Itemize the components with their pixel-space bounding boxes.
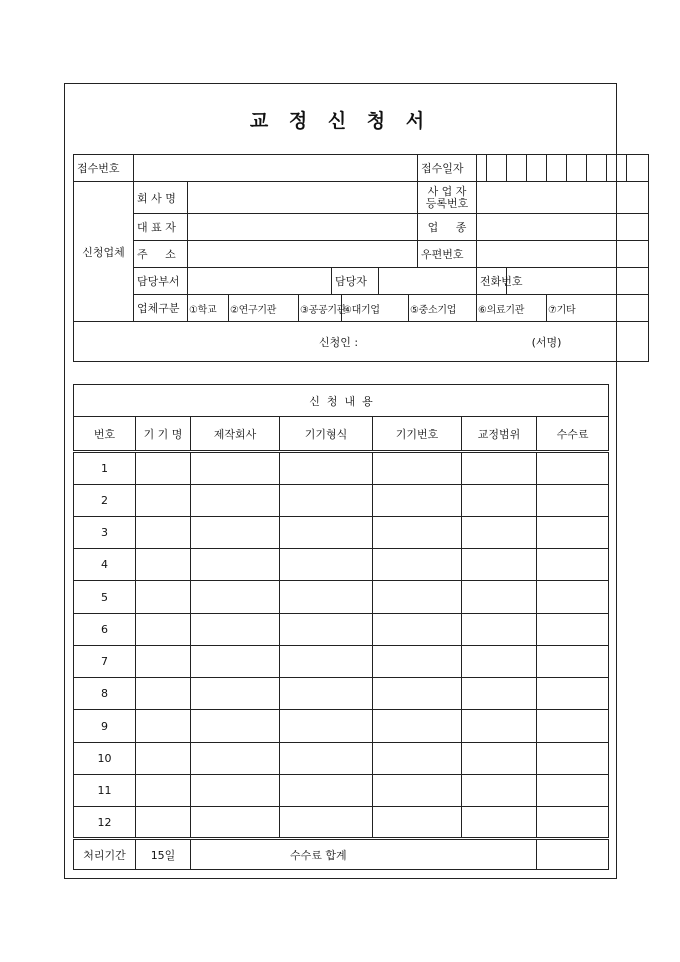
device-name-cell[interactable] xyxy=(136,581,191,614)
reception-date-box[interactable] xyxy=(607,155,627,182)
model-cell[interactable] xyxy=(280,646,373,678)
table-row xyxy=(74,614,609,646)
range-cell[interactable] xyxy=(462,614,537,646)
department-field[interactable] xyxy=(188,268,332,295)
serial-cell[interactable] xyxy=(373,678,462,710)
device-name-cell[interactable] xyxy=(136,452,191,485)
serial-cell[interactable] xyxy=(373,646,462,678)
fee-cell[interactable] xyxy=(537,646,609,678)
processing-period-label: 처리기간 xyxy=(74,839,136,870)
fee-cell[interactable] xyxy=(537,807,609,839)
device-name-cell[interactable] xyxy=(136,517,191,549)
manufacturer-cell[interactable] xyxy=(191,549,280,581)
serial-cell[interactable] xyxy=(373,452,462,485)
row-number: 9 xyxy=(74,710,136,743)
applicant-signature-row xyxy=(74,322,649,362)
range-cell[interactable] xyxy=(462,646,537,678)
fee-total-field[interactable] xyxy=(537,839,609,870)
model-cell[interactable] xyxy=(280,807,373,839)
row-number: 12 xyxy=(74,807,136,839)
reception-no-field[interactable] xyxy=(134,155,418,182)
reception-date-box[interactable] xyxy=(627,155,649,182)
request-section-title: 신 청 내 용 xyxy=(74,385,609,417)
row-number: 8 xyxy=(74,678,136,710)
table-row xyxy=(74,710,609,743)
device-name-cell[interactable] xyxy=(136,549,191,581)
table-row xyxy=(74,549,609,581)
header-serial: 기기번호 xyxy=(373,417,462,452)
row-number: 7 xyxy=(74,646,136,678)
address-label: 주 소 xyxy=(134,241,188,268)
model-cell[interactable] xyxy=(280,614,373,646)
form-title: 교 정 신 청 서 xyxy=(249,110,432,132)
range-cell[interactable] xyxy=(462,581,537,614)
fee-cell[interactable] xyxy=(537,581,609,614)
device-name-cell[interactable] xyxy=(136,614,191,646)
reception-date-box[interactable] xyxy=(527,155,547,182)
model-cell[interactable] xyxy=(280,452,373,485)
table-row xyxy=(74,743,609,775)
business-type-field[interactable] xyxy=(477,214,649,241)
device-name-cell[interactable] xyxy=(136,678,191,710)
range-cell[interactable] xyxy=(462,452,537,485)
model-cell[interactable] xyxy=(280,743,373,775)
applicant-label: 신청인 : xyxy=(319,335,359,349)
header-no: 번호 xyxy=(74,417,136,452)
reception-date-box[interactable] xyxy=(487,155,507,182)
representative-label: 대 표 자 xyxy=(134,214,188,241)
row-number: 6 xyxy=(74,614,136,646)
business-reg-label-line2: 등록번호 xyxy=(425,196,469,210)
device-name-cell[interactable] xyxy=(136,807,191,839)
serial-cell[interactable] xyxy=(373,743,462,775)
row-number: 2 xyxy=(74,485,136,517)
fee-cell[interactable] xyxy=(537,743,609,775)
representative-field[interactable] xyxy=(188,214,418,241)
applicant-group-label: 신청업체 xyxy=(74,182,134,322)
address-field[interactable] xyxy=(188,241,418,268)
range-cell[interactable] xyxy=(462,485,537,517)
model-cell[interactable] xyxy=(280,549,373,581)
device-name-cell[interactable] xyxy=(136,485,191,517)
manufacturer-cell[interactable] xyxy=(191,807,280,839)
manufacturer-cell[interactable] xyxy=(191,452,280,485)
device-name-cell[interactable] xyxy=(136,710,191,743)
manufacturer-cell[interactable] xyxy=(191,710,280,743)
signature-label: (서명) xyxy=(531,335,562,349)
manufacturer-cell[interactable] xyxy=(191,517,280,549)
device-name-cell[interactable] xyxy=(136,646,191,678)
row-number: 11 xyxy=(74,775,136,807)
category-option[interactable]: ②연구기관 xyxy=(229,295,299,322)
fee-cell[interactable] xyxy=(537,614,609,646)
reception-date-box[interactable] xyxy=(567,155,587,182)
business-type-label: 업 종 xyxy=(418,214,477,241)
fee-cell[interactable] xyxy=(537,710,609,743)
serial-cell[interactable] xyxy=(373,614,462,646)
postal-code-label: 우편번호 xyxy=(418,241,477,268)
business-reg-label xyxy=(418,182,477,214)
company-name-field[interactable] xyxy=(188,182,418,214)
manufacturer-cell[interactable] xyxy=(191,646,280,678)
phone-label: 전화번호 xyxy=(477,268,507,295)
fee-cell[interactable] xyxy=(537,549,609,581)
device-name-cell[interactable] xyxy=(136,775,191,807)
table-row xyxy=(74,452,609,485)
model-cell[interactable] xyxy=(280,775,373,807)
row-number: 5 xyxy=(74,581,136,614)
fee-cell[interactable] xyxy=(537,485,609,517)
fee-cell[interactable] xyxy=(537,775,609,807)
header-range: 교정범위 xyxy=(462,417,537,452)
header-manufacturer: 제작회사 xyxy=(191,417,280,452)
serial-cell[interactable] xyxy=(373,549,462,581)
manufacturer-cell[interactable] xyxy=(191,485,280,517)
table-row xyxy=(74,646,609,678)
serial-cell[interactable] xyxy=(373,710,462,743)
range-cell[interactable] xyxy=(462,807,537,839)
device-name-cell[interactable] xyxy=(136,743,191,775)
range-cell[interactable] xyxy=(462,678,537,710)
fee-cell[interactable] xyxy=(537,517,609,549)
category-option[interactable]: ⑦기타 xyxy=(547,295,649,322)
table-row xyxy=(74,581,609,614)
row-number: 10 xyxy=(74,743,136,775)
manufacturer-cell[interactable] xyxy=(191,743,280,775)
category-option[interactable]: ④대기업 xyxy=(342,295,409,322)
reception-date-box[interactable] xyxy=(587,155,607,182)
fee-cell[interactable] xyxy=(537,452,609,485)
applicant-table xyxy=(73,154,649,362)
table-row xyxy=(74,485,609,517)
reception-no-label: 접수번호 xyxy=(74,155,134,182)
manufacturer-cell[interactable] xyxy=(191,581,280,614)
table-row xyxy=(74,678,609,710)
row-number: 1 xyxy=(74,452,136,485)
header-fee: 수수료 xyxy=(537,417,609,452)
summary-row xyxy=(74,839,609,870)
serial-cell[interactable] xyxy=(373,775,462,807)
company-category-label: 업체구분 xyxy=(134,295,188,322)
company-name-label: 회 사 명 xyxy=(134,182,188,214)
header-device-name: 기 기 명 xyxy=(136,417,191,452)
header-model: 기기형식 xyxy=(280,417,373,452)
reception-date-box[interactable] xyxy=(507,155,527,182)
table-row xyxy=(74,807,609,839)
model-cell[interactable] xyxy=(280,678,373,710)
model-cell[interactable] xyxy=(280,485,373,517)
serial-cell[interactable] xyxy=(373,517,462,549)
range-cell[interactable] xyxy=(462,743,537,775)
manager-label: 담당자 xyxy=(332,268,379,295)
reception-date-label: 접수일자 xyxy=(418,155,477,182)
serial-cell[interactable] xyxy=(373,581,462,614)
reception-date-box[interactable] xyxy=(547,155,567,182)
request-table xyxy=(73,384,609,870)
fee-total-label: 수수료 합계 xyxy=(290,848,347,862)
fee-total-cell xyxy=(191,839,537,870)
model-cell[interactable] xyxy=(280,581,373,614)
postal-code-field[interactable] xyxy=(477,241,649,268)
business-reg-field[interactable] xyxy=(477,182,649,214)
table-row xyxy=(74,775,609,807)
category-option[interactable]: ⑤중소기업 xyxy=(409,295,477,322)
range-cell[interactable] xyxy=(462,710,537,743)
range-cell[interactable] xyxy=(462,549,537,581)
category-option[interactable]: ③공공기관 xyxy=(299,295,342,322)
range-cell[interactable] xyxy=(462,775,537,807)
serial-cell[interactable] xyxy=(373,485,462,517)
category-option[interactable]: ⑥의료기관 xyxy=(477,295,547,322)
manufacturer-cell[interactable] xyxy=(191,775,280,807)
reception-date-box[interactable] xyxy=(477,155,487,182)
row-number: 4 xyxy=(74,549,136,581)
row-number: 3 xyxy=(74,517,136,549)
phone-field[interactable] xyxy=(507,268,649,295)
serial-cell[interactable] xyxy=(373,807,462,839)
table-row xyxy=(74,517,609,549)
model-cell[interactable] xyxy=(280,710,373,743)
category-option[interactable]: ①학교 xyxy=(188,295,229,322)
manufacturer-cell[interactable] xyxy=(191,678,280,710)
business-reg-label-line1: 사 업 자 xyxy=(427,184,467,198)
department-label: 담당부서 xyxy=(134,268,188,295)
manager-field[interactable] xyxy=(379,268,477,295)
model-cell[interactable] xyxy=(280,517,373,549)
fee-cell[interactable] xyxy=(537,678,609,710)
range-cell[interactable] xyxy=(462,517,537,549)
manufacturer-cell[interactable] xyxy=(191,614,280,646)
processing-period-value: 15일 xyxy=(136,839,191,870)
